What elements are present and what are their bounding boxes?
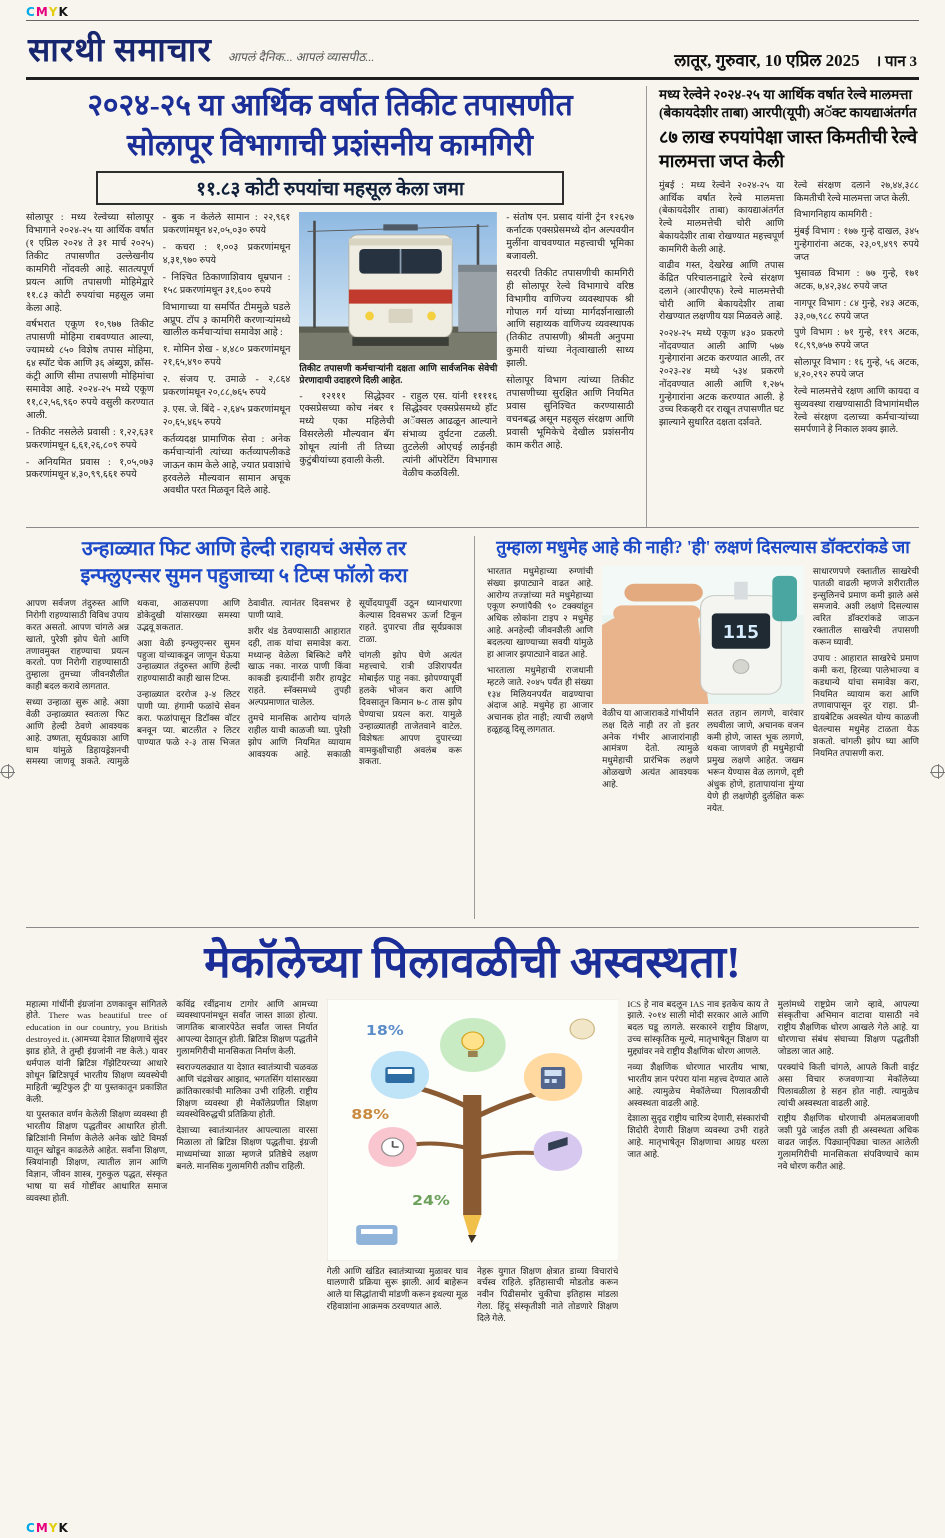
print-marks-top <box>26 3 919 20</box>
macaulay-column-6: मुलांमध्ये राष्ट्रप्रेम जागे व्हावे, आपल्या संस्कृतीचा अभिमान वाटावा यासाठी नवे राष्ट्रीय शैक्षणिक धोरण आखले गेले आहे. या धोरणाचा संबंध संघाच्या शिक्षण पद्धतीशी जोडला जात आहे. परक्यांचे किती चांगले, आपले किती वाईट असा विचार रुजवणाऱ्या मेकॉलेच्या पिलावळीला हे सहन होत नाही. त्यामुळेच त्यांची अस्वस्थता वाढली आहे. राष्ट्रीय शैक्षणिक धोरणाची अंमलबजावणी जशी पुढे जाईल तशी ही अस्वस्थता अधिक वाढत जाईल. पिढ्यान्‌पिढ्या चालत आलेली गुलामगिरीची मानसिकता संपविण्याचे काम नवे धोरण करीत आहे. <box>777 998 919 1171</box>
lead-column-2: - बुक न केलेले सामान : २२,९६१ प्रकरणांमधून ४२,०५,०३० रुपये - कचरा : १,००३ प्रकरणांमधून ४,३१,९७० रुपये - निश्चित ठिकाणाशिवाय धूम्रपान : १५८ प्रकरणांमधून ३१,६०० रुपये विभागाच्या या समर्पित टीममुळे घडले अप्रूप. टॉप ३ कामगिरी करणाऱ्यांमध्ये खालील कर्मचाऱ्यांचा समावेश आहे : १. मोमिन शेख - ४,४८० प्रकरणांमधून २१,६५,४९० रुपये २. संजय ए. उमाळे - २,८६४ प्रकरणांमधून २०,८८,७६५ रुपये ३. एस. जे. बिंदे - २,६४५ प्रकरणांमधून २०,६५,४६५ रुपये कर्तव्यदक्ष प्रामाणिक सेवा : अनेक कर्मचाऱ्यांनी त्यांच्या कर्तव्यापलीकडे जाऊन काम केले आहे, ज्यात प्रवाशांचे हरवलेले मौल्यवान सामान अचूक अवधीत परत मिळवून दिले आहे. <box>162 213 291 497</box>
lead-column-3: - १२१११ सिद्धेश्वर एक्सप्रेसच्या कोच नंबर १ मध्ये एका महिलेची विसरलेली मौल्यवान बॅग शोधून त्यांनी ती तिच्या कुटुंबीयांच्या हवाली केली. - राहुल एस. यांनी ११११६ सिद्धेश्वर एक्सप्रेसमध्ये हॉट अॅक्सल आढळून आल्याने संभाव्य दुर्घटना टळली. तुटलेली ओएचई लाईनही त्यांनी ऑपरेटिंग विभागास वेळीच कळविली. <box>299 391 498 479</box>
lead-column-middle <box>299 212 497 528</box>
diabetes-story <box>474 536 919 919</box>
health-headline-line2: इन्फ्लुएन्सर सुमन पहुजाच्या ५ टिप्स फॉलो करा <box>80 565 408 587</box>
cmyk-y-mark: Y <box>48 4 58 19</box>
health-headline-line1: उन्हाळ्यात फिट आणि हेल्दी राहायचं असेल तर <box>81 538 407 560</box>
registration-mark <box>1 765 14 778</box>
macaulay-headline: मेकॉलेच्या पिलावळीची अस्वस्थता! <box>204 938 741 987</box>
rpf-headline: ८७ लाख रुपयांपेक्षा जास्त किमतीची रेल्वे मालमत्ता जप्त केली <box>659 127 918 172</box>
registration-mark <box>931 765 944 778</box>
diabetes-column-middle <box>602 566 804 901</box>
lead-column-1: सोलापूर : मध्य रेल्वेच्या सोलापूर विभागाने २०२४-२५ या आर्थिक वर्षात (१ एप्रिल २०२४ ते ३१ मार्च २०२५) तिकीट तपासणीत उल्लेखनीय कामगिरी नोंदवली आहे. सातत्यपूर्ण प्रयत्न आणि तपासणी मोहिमेद्वारे ११.८३ कोटी रुपयांचा महसूल जमा केला आहे. वर्षभरात एकूण १०,९७७ तिकीट तपासणी मोहिमा राबवण्यात आल्या, ज्यामध्ये ८५० विशेष तपास मोहिमा, ६४ स्पॉट चेक आणि ३६ अंब्युश, क्रॉस-कंट्री आणि सीमा तपासणी मोहिमांचा समावेश आहे. २०२४-२५ मध्ये एकूण ११,८२,५६,९६० रुपये वसुली करण्यात आली. - तिकीट नसलेले प्रवासी : १,२२,६३१ प्रकरणांमधून ६,६१,२६,८०९ रुपये - अनियमित प्रवास : १,०५,०७३ प्रकरणांमधून ४,३०,९९,६६१ रुपये <box>26 213 154 481</box>
cmyk-k-mark: K <box>58 1520 68 1535</box>
top-section <box>26 80 919 528</box>
macaulay-column-2: कविंद्र रवींद्रनाथ टागोर आणि आमच्या व्यवस्थापनांमधून सर्वांत जास्त शाळा होत्या. जागतिक बाजारपेठेत सर्वांत जास्त निर्यात आपल्या देशातून होती. ब्रिटिश शिक्षण पद्धतीने गुलामगिरीची मानसिकता निर्माण केली. स्वराज्यलढ्यात या देशात स्वातंत्र्याची चळवळ आणि चंद्रशेखर आझाद, भगतसिंग यांसारख्या क्रांतिकारकांची मालिका उभी राहिली. राष्ट्रीय शिक्षण व्यवस्था ही मेकॉलेप्रणीत शिक्षण व्यवस्थेविरुद्धची प्रतिक्रिया होती. देशाच्या स्वातंत्र्यानंतर आपल्याला वारसा मिळाला तो ब्रिटिश शिक्षण पद्धतीचा. इंग्रजी माध्यमांच्या शाळा म्हणजे प्रतिष्ठेचे लक्षण बनले. मानसिक गुलामगिरी तशीच राहिली. <box>176 998 318 1171</box>
page-number: । पान 3 <box>875 54 917 70</box>
train-photo-caption: तिकीट तपासणी कर्मचाऱ्यांनी दक्षता आणि सार्वजनिक सेवेची प्रेरणादायी उदाहरणे दिली आहेत. <box>299 363 498 385</box>
tree-percent-3: 24% <box>411 1193 450 1209</box>
print-marks-bottom <box>26 1519 919 1536</box>
macaulay-column-1: महात्मा गांधींनी इंग्रजांना ठणकावून सांगितले होते. There was beautiful tree of education in our country, you British destroyed it. (आमच्या देशात शिक्षणाचे सुंदर झाड होते, ते तुम्ही इंग्रजांनी नष्ट केले.) यावर धर्मपाल यांनी ब्रिटिश गॅझेटियरच्या आधारे शोधून ब्रिटिशपूर्व भारतीय शिक्षण व्यवस्थेची माहिती 'ब्यूटिफुल ट्री' या पुस्तकातून प्रकाशित केली. या पुस्तकात वर्णन केलेली शिक्षण व्यवस्था ही भारतीय शिक्षण पद्धतीवर आधारित होती. ब्रिटिशांनी निर्माण केलेले अनेक खोटे विमर्श यातून खोडून काढलेले आहेत. सर्वांना शिक्षण, स्त्रियांनाही शिक्षण, त्यातील ज्ञान आणि विज्ञान, जीवन शास्त्र, गुरुकुल पद्धत, संस्कृत भाषा या सर्व गोष्टींवर आधारित समाज व्यवस्था होती. <box>26 998 168 1203</box>
rpf-kicker: मध्य रेल्वेने २०२४-२५ या आर्थिक वर्षात रेल्वे मालमत्ता (बेकायदेशीर ताबा) आरपी(यूपी) अॅक्ट कायद्याअंतर्गत <box>659 87 917 121</box>
cmyk-m-mark: M <box>35 4 48 19</box>
diabetes-headline: तुम्हाला मधुमेह आहे की नाही? 'ही' लक्षणं दिसल्यास डॉक्टरांकडे जा <box>496 537 910 557</box>
lead-story <box>26 86 634 528</box>
rpf-body: मुंबई : मध्य रेल्वेने २०२४-२५ या आर्थिक वर्षात रेल्वे मालमत्ता (बेकायदेशीर ताबा) कायद्याअंतर्गत रेल्वे मालमत्तेची चोरी आणि बेकायदेशीर ताबा रोखण्यात महत्त्वपूर्ण कामगिरी केली आहे. वाढीव गस्त, देखरेख आणि तपास केंद्रित परिचालनाद्वारे रेल्वे संरक्षण दलाने (आरपीएफ) रेल्वे मालमत्तेची चोरी आणि बेकायदेशीर ताबा रोखण्यात लक्षणीय यश मिळवले आहे. २०२४-२५ मध्ये एकूण ४३० प्रकरणे नोंदवण्यात आली आणि ५७७ गुन्हेगारांना अटक करण्यात आली, तर २०२३-२४ मध्ये ५३४ प्रकरणे नोंदवण्यात आली आणि १,२७५ गुन्हेगारांना अटक करण्यात आली. हे उच्च रिकव्हरी दर राखून तपासणीत घट झाल्याने सुधारित दक्षता दर्शवते. रेल्वे संरक्षण दलाने २७,४४,३८८ किमतीची रेल्वे मालमत्ता जप्त केली. विभागनिहाय कामगिरी : मुंबई विभाग : १७७ गुन्हे दाखल, ३४५ गुन्हेगारांना अटक, २३,०९,४९९ रुपये जप्त भुसावळ विभाग : ७७ गुन्हे, १७१ अटक, ७,४२,३४८ रुपये जप्त नागपूर विभाग : ८४ गुन्हे, २४३ अटक, ३३,०७,९८८ रुपये जप्त पुणे विभाग : ७१ गुन्हे, ११९ अटक, १८,९९,७५७ रुपये जप्त सोलापूर विभाग : १६ गुन्हे, ५६ अटक, ४,२०,२९२ रुपये जप्त रेल्वे मालमत्तेचे रक्षण आणि कायदा व सुव्यवस्था राखण्यासाठी विभागांमधील रेल्वे संरक्षण दलाच्या कर्मचाऱ्यांच्या समर्पणाने हे निकाल शक्य झाले. <box>659 180 919 436</box>
cmyk-m-mark: M <box>35 1520 48 1535</box>
diabetes-column-middle-text: वेळीच या आजाराकडे गांभीर्याने लक्ष दिले नाही तर तो इतर अनेक गंभीर आजारांनाही आमंत्रण देतो. त्यामुळे मधुमेहाची प्रारंभिक लक्षणे ओळखणे अत्यंत आवश्यक आहे. सतत तहान लागणे, वारंवार लघवीला जाणे, अचानक वजन कमी होणे, जास्त भूक लागणे, थकवा जाणवणे ही मधुमेहाची प्रमुख लक्षणे आहेत. जखम भरून येण्यास वेळ लागणे, दृष्टी अंधुक होणे, हातापायांना मुंग्या येणे ही लक्षणेही दुर्लक्षित करू नयेत. <box>602 707 804 813</box>
bottom-section <box>26 928 919 1519</box>
health-story <box>26 536 462 919</box>
tree-percent-1: 18% <box>365 1023 404 1039</box>
masthead-tagline: आपलं दैनिक... आपलं व्यासपीठ... <box>227 50 375 64</box>
education-tree-illustration <box>327 999 619 1261</box>
train-photo <box>299 212 497 360</box>
middle-section <box>26 528 919 928</box>
dateline: लातूर, गुरुवार, 10 एप्रिल 2025 <box>674 51 860 70</box>
newspaper-title: सारथी समाचार <box>28 33 212 69</box>
health-body: आपण सर्वजण तंदुरुस्त आणि निरोगी राहण्यासाठी विविध उपाय करत असतो. आपण चांगले अन्न खातो, पुरेशी झोप घेतो आणि तणावमुक्त राहण्याचा प्रयत्न करतो. पण निरोगी राहण्यासाठी तुम्हाला तुमच्या जीवनशैलीत काही बदल करावे लागतात. सध्या उन्हाळा सुरू आहे. अशा वेळी उन्हाळ्यात स्वतःला फिट आणि हेल्दी ठेवणे आवश्यक आहे. उष्णता, सूर्यप्रकाश आणि घाम यांमुळे डिहायड्रेशनची समस्या जाणवू शकते. त्यामुळे थकवा, आळसपणा आणि डोकेदुखी यांसारख्या समस्या उद्भवू शकतात. अशा वेळी इन्फ्लुएन्सर सुमन पहुजा यांच्याकडून जाणून घेऊया उन्हाळ्यात तंदुरुस्त आणि हेल्दी राहण्यासाठी काही खास टिप्स. उन्हाळ्यात दररोज ३-४ लिटर पाणी प्या. हंगामी फळांचे सेवन करा. फळांपासून डिटॉक्स वॉटर बनवून प्या. बाटलीत २ लिटर पाण्यात फळे २-३ तास भिजत ठेवावीत. त्यानंतर दिवसभर हे पाणी प्यावे. शरीर थंड ठेवण्यासाठी आहारात दही, ताक यांचा समावेश करा. मध्यान्ह वेळेला बिस्किटे वगैरे खाऊ नका. नारळ पाणी किंवा काकडी इत्यादींनी शरीर हायड्रेट राहते. स्नॅक्समध्ये तुपही अल्पप्रमाणात चालेल. तुमचे मानसिक आरोग्य चांगले राहील याची काळजी घ्या. पुरेशी झोप आणि नियमित व्यायाम आवश्यक आहे. सकाळी सूर्योदयापूर्वी उठून ध्यानधारणा केल्यास दिवसभर ऊर्जा टिकून राहते. दुपारचा तीव्र सूर्यप्रकाश टाळा. चांगली झोप घेणे अत्यंत महत्त्वाचे. रात्री उशिरापर्यंत मोबाईल पाहू नका. झोपण्यापूर्वी हलके भोजन करा आणि दिवसातून किमान ७-८ तास झोप घेण्याचा प्रयत्न करा. यामुळे उन्हाळ्यातही ताजेतवाने वाटेल. विशेषतः आपण दुपारच्या वामकुक्षीचाही अवलंब करू शकता. <box>26 598 462 767</box>
cmyk-c-mark: C <box>26 4 35 19</box>
rpf-story <box>646 86 919 528</box>
macaulay-column-5: ICS हे नाव बदलून IAS नाव इतकेच काय ते झाले. २०१४ साली मोदी सरकार आले आणि बदल घडू लागले. सरकारने राष्ट्रीय शिक्षण, उच्च सांस्कृतिक मूल्ये, मातृभाषेतून शिक्षण या मुद्द्यांवर नवे राष्ट्रीय शैक्षणिक धोरण आणले. नव्या शैक्षणिक धोरणात भारतीय भाषा, भारतीय ज्ञान परंपरा यांना महत्त्व देण्यात आले आहे. त्यामुळेच मेकॉलेच्या पिलावळीची अस्वस्थता वाढली आहे. देशाला सुदृढ राष्ट्रीय चारित्र्य देणारी, संस्कारांची शिदोरी देणारी शिक्षण व्यवस्था उभी राहते आहे. मातृभाषेतून शिक्षणाचा आग्रह धरला जात आहे. <box>627 998 769 1160</box>
lead-subheadline: ११.८३ कोटी रुपयांचा महसूल केला जमा <box>96 171 564 205</box>
tree-percent-2: 88% <box>350 1107 389 1123</box>
lead-column-4: - संतोष एन. प्रसाद यांनी ट्रेन १२६२७ कर्नाटक एक्सप्रेसमध्ये दोन अल्पवयीन मुलींना वाचवण्यात महत्त्वाची भूमिका बजावली. सदरची तिकीट तपासणीची कामगिरी ही सोलापूर रेल्वे विभागाचे वरिष्ठ विभागीय वाणिज्य व्यवस्थापक श्री गोपाल गर्ग यांच्या मार्गदर्शनाखाली आणि सहाय्यक वाणिज्य व्यवस्थापक (तिकीट तपासणी) श्रीमती अनुपमा कुमारी यांच्या नेतृत्वाखाली साध्य झाली. सोलापूर विभाग त्यांच्या तिकीट तपासणीच्या सुरक्षित आणि नियमित प्रवास सुनिश्चित करण्यासाठी वचनबद्ध असून महसूल संरक्षण आणि प्रवासी भूमिकेचे देखील प्रशंसनीय काम करीत आहे. <box>506 213 634 451</box>
cmyk-c-mark: C <box>26 1520 35 1535</box>
diabetes-column-3: साधारणपणे रक्तातील साखरेची पातळी वाढली म्हणजे शरीरातील इन्सुलिनचे प्रमाण कमी झाले असे समजावे. अशी लक्षणे दिसल्यास त्वरित डॉक्टरांकडे जाऊन रक्तातील साखरेची तपासणी करून घ्यावी. उपाय : आहारात साखरेचे प्रमाण कमी करा, हिरव्या पालेभाज्या व कडधान्ये यांचा समावेश करा, नियमित व्यायाम करा आणि तणावापासून दूर राहा. प्री-डायबेटिक अवस्थेत योग्य काळजी घेतल्यास मधुमेह टाळता येऊ शकतो. चांगली झोप घ्या आणि नियमित तपासणी करा. <box>812 565 919 758</box>
diabetes-column-1: भारतात मधुमेहाच्या रुग्णांची संख्या झपाट्याने वाढत आहे. आरोग्य तज्ज्ञांच्या मते मधुमेहाच्या एकूण रुग्णांपैकी ९० टक्क्यांहून अधिक लोकांना टाइप २ मधुमेह आहे. अनहेल्दी जीवनशैली आणि बदलत्या खाण्याच्या सवयी यांमुळे हा आजार झपाट्याने वाढत आहे. भारताला मधुमेहाची राजधानी म्हटले जाते. २०४५ पर्यंत ही संख्या १३४ मिलियनपर्यंत वाढण्याचा अंदाज आहे. मधुमेह हा आजार अचानक होत नाही; त्याची लक्षणे हळूहळू दिसू लागतात. <box>487 565 594 735</box>
glucometer-reading: 115 <box>722 621 760 643</box>
cmyk-y-mark: Y <box>48 1520 58 1535</box>
cmyk-k-mark: K <box>58 4 68 19</box>
macaulay-column-middle <box>327 999 619 1519</box>
glucometer-photo <box>602 566 804 704</box>
macaulay-column-middle-text: गेली आणि खंडित स्वातंत्र्याच्या मुळावर घाव घालणारी प्रक्रिया सुरू झाली. आर्य बाहेरून आले या सिद्धांताची मांडणी करून इथल्या मूळ रहिवाशांना आक्रमक ठरवण्यात आले. नेहरू युगात शिक्षण क्षेत्रात डाव्या विचारांचे वर्चस्व राहिले. इतिहासाची मोडतोड करून नवीन पिढीसमोर चुकीचा इतिहास मांडला गेला. हिंदू संस्कृतीशी नाते तोडणारे शिक्षण दिले गेले. <box>326 1265 619 1324</box>
masthead <box>26 20 919 80</box>
lead-headline-line2: सोलापूर विभागाची प्रशंसनीय कामगिरी <box>126 128 534 162</box>
lead-headline-line1: २०२४-२५ या आर्थिक वर्षात तिकीट तपासणीत <box>87 89 573 122</box>
